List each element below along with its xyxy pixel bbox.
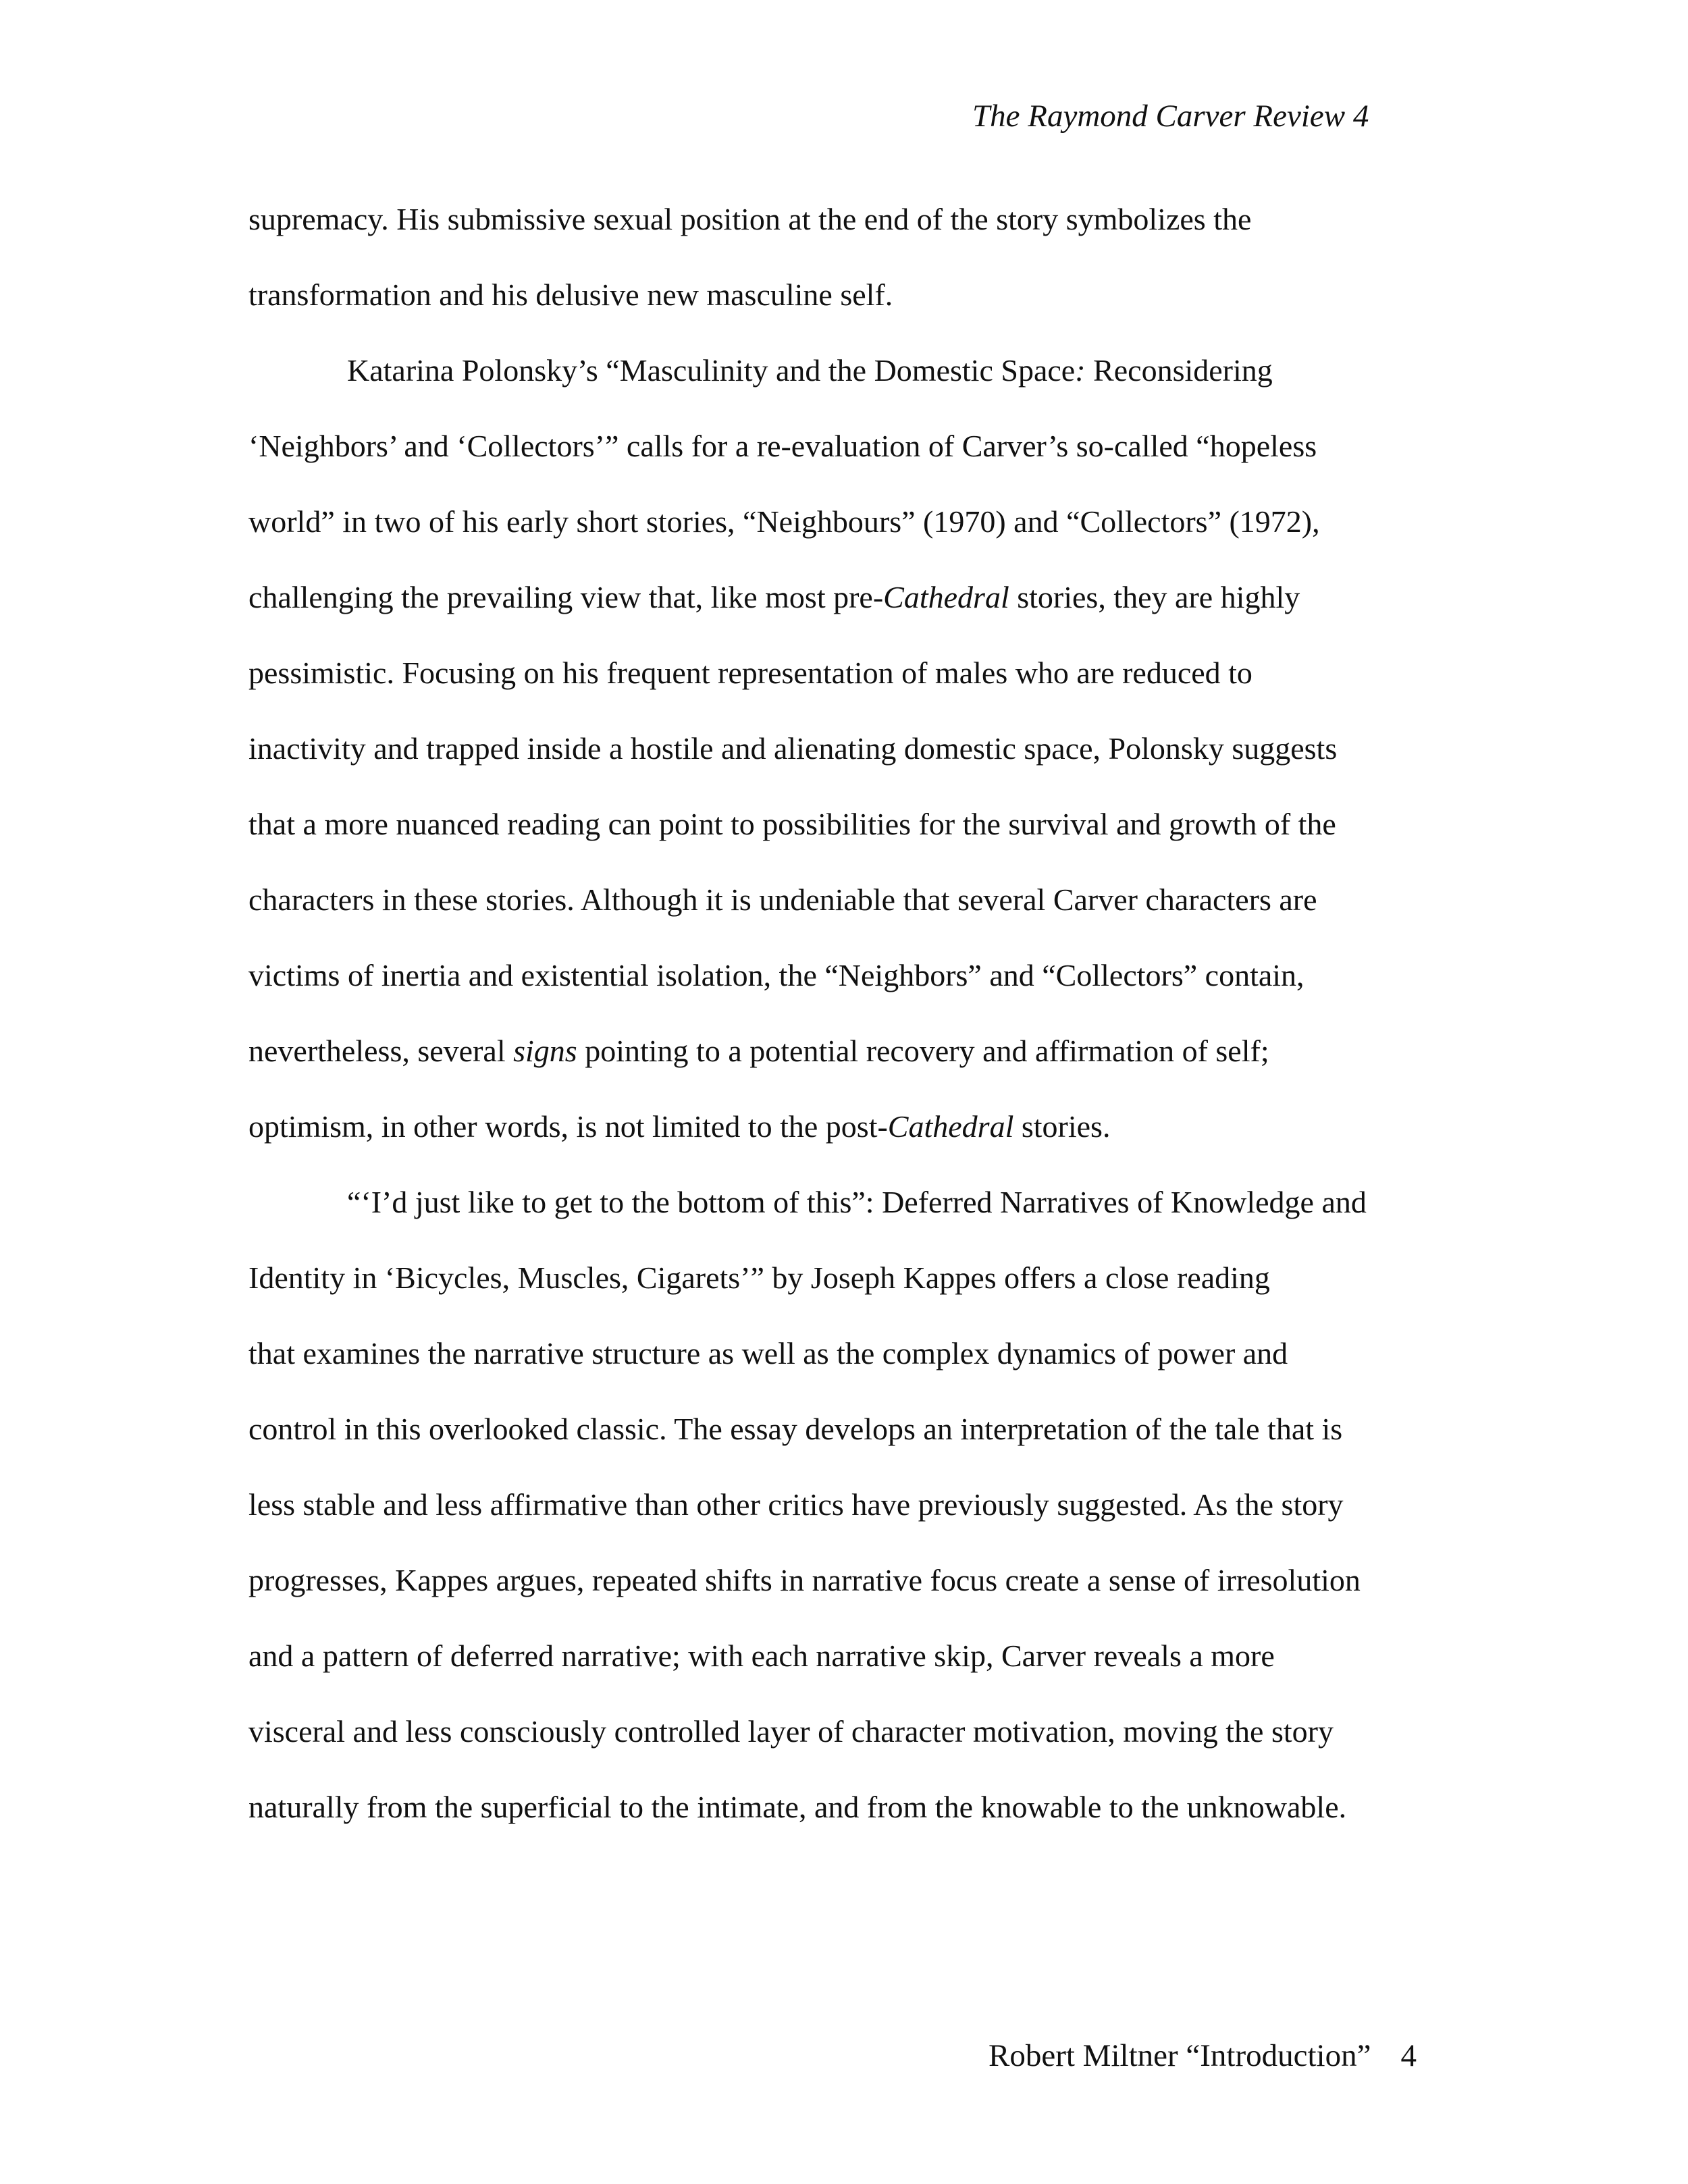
text-line: visceral and less consciously controlled layer of character motivation, moving the story [248,1714,1334,1749]
text-line: Katarina Polonsky’s “Masculinity and the Domestic Space: Reconsidering [347,353,1273,388]
text-line: inactivity and trapped inside a hostile and alienating domestic space, Polonsky suggests [248,731,1338,766]
page-footer [988,2035,1417,2076]
text-line: supremacy. His submissive sexual position at the end of the story symbolizes the [248,202,1252,236]
text-line: ‘Neighbors’ and ‘Collectors’” calls for a re-evaluation of Carver’s so-called “hopeless [248,429,1317,463]
text-line: characters in these stories. Although it is undeniable that several Carver characters are [248,882,1317,917]
footer-author-title: Robert Miltner “Introduction” [988,2038,1371,2073]
text-line: challenging the prevailing view that, like most pre-Cathedral stories, they are highly [248,580,1300,614]
text-line: pessimistic. Focusing on his frequent representation of males who are reduced to [248,656,1252,690]
running-head: The Raymond Carver Review 4 [972,99,1369,134]
text-line: optimism, in other words, is not limited to the post-Cathedral stories. [248,1109,1111,1144]
text-line: victims of inertia and existential isolation, the “Neighbors” and “Collectors” contain, [248,958,1304,992]
text-line: nevertheless, several signs pointing to a potential recovery and affirmation of self; [248,1034,1269,1068]
text-line: “‘I’d just like to get to the bottom of this”: Deferred Narratives of Knowledge and [347,1185,1367,1219]
text-line: that examines the narrative structure as well as the complex dynamics of power and [248,1336,1288,1370]
text-line: progresses, Kappes argues, repeated shifts in narrative focus create a sense of irresolution [248,1563,1361,1597]
text-line: Identity in ‘Bicycles, Muscles, Cigarets’” by Joseph Kappes offers a close reading [248,1260,1270,1295]
text-line: world” in two of his early short stories, “Neighbours” (1970) and “Collectors” (1972), [248,504,1320,539]
text-line: control in this overlooked classic. The essay develops an interpretation of the tale that is [248,1412,1343,1446]
text-line: and a pattern of deferred narrative; with each narrative skip, Carver reveals a more [248,1639,1275,1673]
page-number: 4 [1400,2038,1417,2073]
text-line: less stable and less affirmative than other critics have previously suggested. As the story [248,1487,1344,1522]
text-line: naturally from the superficial to the intimate, and from the knowable to the unknowable. [248,1790,1347,1824]
text-line: that a more nuanced reading can point to possibilities for the survival and growth of the [248,807,1336,841]
text-line: transformation and his delusive new masculine self. [248,277,893,312]
